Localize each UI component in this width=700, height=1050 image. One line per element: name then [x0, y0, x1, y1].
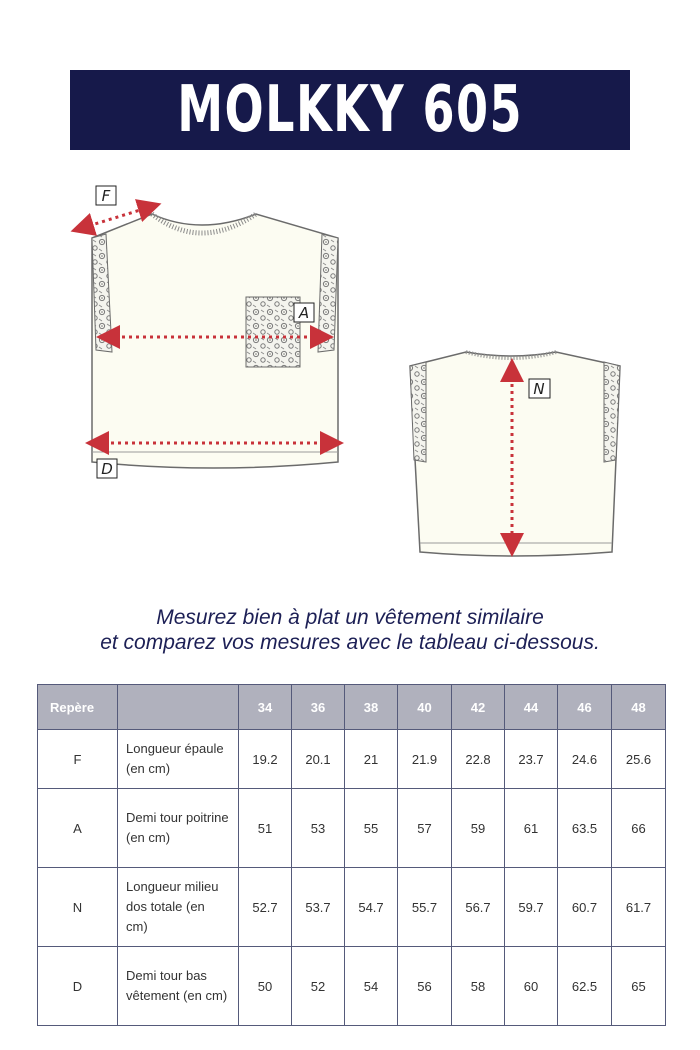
table-cell: 55 [345, 789, 398, 868]
row-description: Longueur épaule (en cm) [118, 730, 239, 789]
table-cell: 19.2 [239, 730, 292, 789]
row-key: N [38, 868, 118, 947]
garment-diagram [0, 170, 700, 580]
table-cell: 54 [345, 947, 398, 1026]
row-description: Demi tour bas vêtement (en cm) [118, 947, 239, 1026]
table-row [38, 947, 666, 1026]
label-a [294, 303, 314, 322]
header-size: 40 [398, 685, 452, 730]
back-garment [410, 352, 620, 556]
svg-text:N: N [533, 380, 545, 398]
row-description: Longueur milieu dos totale (en cm) [118, 868, 239, 947]
measuring-instructions [0, 605, 700, 655]
header-size: 36 [292, 685, 345, 730]
table-cell: 50 [239, 947, 292, 1026]
row-key: F [38, 730, 118, 789]
front-body [92, 214, 338, 468]
table-cell: 59 [452, 789, 505, 868]
table-row [38, 730, 666, 789]
table-cell: 22.8 [452, 730, 505, 789]
table-cell: 55.7 [398, 868, 452, 947]
table-cell: 53 [292, 789, 345, 868]
svg-text:F: F [101, 187, 111, 205]
instructions-line-1: Mesurez bien à plat un vêtement similaire [156, 606, 544, 629]
table-cell: 20.1 [292, 730, 345, 789]
table-cell: 52.7 [239, 868, 292, 947]
back-body [410, 352, 620, 556]
header-size: 38 [345, 685, 398, 730]
header-size: 44 [505, 685, 558, 730]
table-cell: 56.7 [452, 868, 505, 947]
table-cell: 21.9 [398, 730, 452, 789]
label-d [97, 459, 117, 478]
table-cell: 56 [398, 947, 452, 1026]
table-cell: 60.7 [558, 868, 612, 947]
row-description: Demi tour poitrine (en cm) [118, 789, 239, 868]
table-cell: 63.5 [558, 789, 612, 868]
table-cell: 57 [398, 789, 452, 868]
label-n [529, 379, 550, 398]
header-size: 42 [452, 685, 505, 730]
front-pocket [246, 297, 300, 367]
back-left-sleeve-lace [410, 362, 426, 462]
table-cell: 58 [452, 947, 505, 1026]
table-cell: 61.7 [612, 868, 666, 947]
table-header-row [38, 685, 666, 730]
back-right-sleeve-lace [604, 362, 620, 462]
front-garment [92, 214, 338, 468]
table-cell: 60 [505, 947, 558, 1026]
table-row [38, 868, 666, 947]
table-cell: 25.6 [612, 730, 666, 789]
table-cell: 24.6 [558, 730, 612, 789]
row-key: D [38, 947, 118, 1026]
table-row [38, 789, 666, 868]
table-cell: 51 [239, 789, 292, 868]
header-size: 34 [239, 685, 292, 730]
table-cell: 59.7 [505, 868, 558, 947]
header-size: 46 [558, 685, 612, 730]
pattern-title: MOLKKY 605 [177, 73, 523, 147]
front-right-sleeve-lace [318, 234, 338, 352]
label-f [96, 186, 116, 205]
table-cell: 21 [345, 730, 398, 789]
table-cell: 54.7 [345, 868, 398, 947]
table-cell: 23.7 [505, 730, 558, 789]
table-cell: 53.7 [292, 868, 345, 947]
table-cell: 52 [292, 947, 345, 1026]
table-cell: 66 [612, 789, 666, 868]
size-chart-table [37, 684, 666, 1026]
title-banner [70, 70, 630, 150]
header-repere: Repère [38, 685, 118, 730]
table-cell: 61 [505, 789, 558, 868]
row-key: A [38, 789, 118, 868]
table-cell: 65 [612, 947, 666, 1026]
header-description [118, 685, 239, 730]
table-cell: 62.5 [558, 947, 612, 1026]
svg-text:A: A [298, 304, 310, 322]
instructions-line-2: et comparez vos mesures avec le tableau ci-dessous. [100, 631, 600, 654]
svg-text:D: D [101, 460, 113, 478]
header-size: 48 [612, 685, 666, 730]
